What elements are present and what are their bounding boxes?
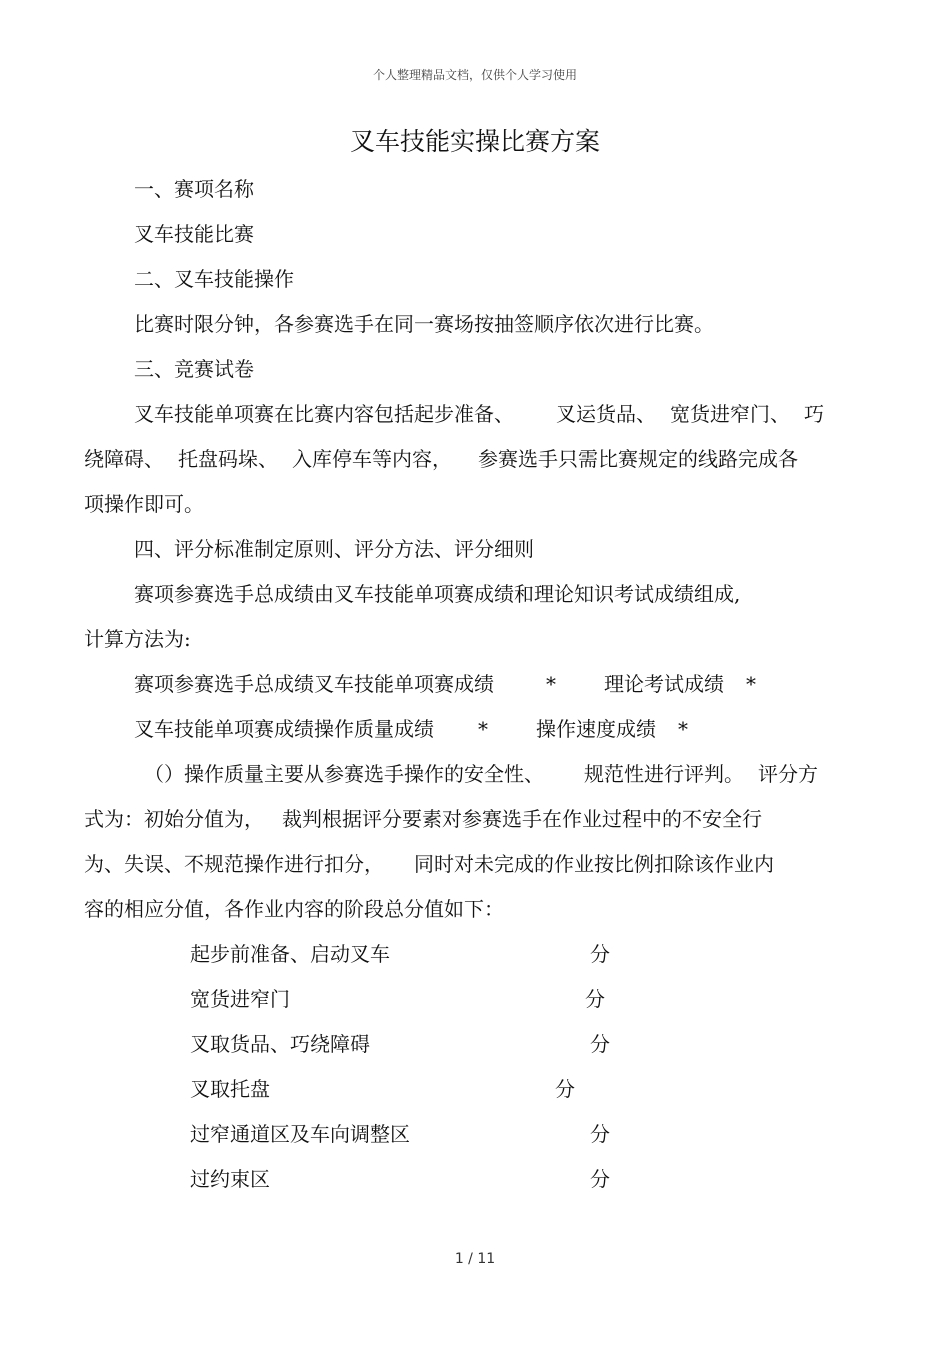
section-1-heading: 一、赛项名称 [134,177,254,201]
multiply-sign: * [546,672,556,696]
text-segment: 入库停车等内容， [292,447,452,471]
text-segment: 为、失误、不规范操作进行扣分， [84,852,384,876]
paragraph-line-1 [144,760,818,788]
text-segment: 叉车技能单项赛成绩操作质量成绩 [134,717,434,741]
paragraph-line-3 [84,850,774,878]
text-segment: 规范性进行评判。 [584,762,744,786]
multiply-sign: * [746,672,756,696]
score-item-name: 叉取货品、巧绕障碍 [190,1032,370,1056]
score-item-name: 宽货进窄门 [190,987,290,1011]
score-item-unit: 分 [555,1077,575,1101]
section-2-heading: 二、叉车技能操作 [134,267,294,291]
text-segment: 式为：初始分值为， [84,807,264,831]
section-1-body: 叉车技能比赛 [134,222,254,246]
score-item-name: 起步前准备、启动叉车 [190,942,390,966]
page-header: 个人整理精品文档，仅供个人学习使用 [372,68,577,82]
score-item-unit: 分 [590,1032,610,1056]
section-4-body-line-1: 赛项参赛选手总成绩由叉车技能单项赛成绩和理论知识考试成绩组成, [134,582,741,606]
text-segment: 参赛选手只需比赛规定的线路完成各 [478,447,798,471]
score-item-unit: 分 [585,987,605,1011]
section-4-heading: 四、评分标准制定原则、评分方法、评分细则 [134,537,534,561]
formula-skill-score [134,715,688,743]
score-item-name: 叉取托盘 [190,1077,270,1101]
paragraph-line-4: 容的相应分值，各作业内容的阶段总分值如下： [84,897,504,921]
score-item-unit: 分 [590,942,610,966]
section-4-body-line-2: 计算方法为: [84,627,191,651]
text-segment: 裁判根据评分要素对参赛选手在作业过程中的不安全行 [282,807,762,831]
multiply-sign: * [678,717,688,741]
score-item-unit: 分 [590,1167,610,1191]
score-item-name: 过约束区 [190,1167,270,1191]
text-segment: 同时对未完成的作业按比例扣除该作业内 [414,852,774,876]
page-number: 1 / 11 [454,1251,496,1267]
score-item-name: 过窄通道区及车向调整区 [190,1122,410,1146]
paragraph-line-2 [84,805,762,833]
text-segment: 操作速度成绩 [536,717,656,741]
text-segment: 评分方 [758,762,818,786]
section-3-body-line-1 [134,400,824,428]
text-segment: 叉车技能单项赛在比赛内容包括起步准备、 [134,402,514,426]
text-segment: 赛项参赛选手总成绩叉车技能单项赛成绩 [134,672,494,696]
text-segment: 巧 [804,402,824,426]
text-segment: 理论考试成绩 [604,672,724,696]
multiply-sign: * [478,717,488,741]
text-segment: 叉运货品、 [556,402,656,426]
text-segment: 托盘码垛、 [178,447,278,471]
section-3-body-line-3: 项操作即可。 [84,492,204,516]
text-segment: （）操作质量主要从参赛选手操作的安全性、 [144,762,544,786]
section-3-body-line-2 [84,445,798,473]
score-item-unit: 分 [590,1122,610,1146]
section-2-body: 比赛时限分钟，各参赛选手在同一赛场按抽签顺序依次进行比赛。 [134,312,714,336]
document-title: 叉车技能实操比赛方案 [349,127,600,156]
formula-total-score [134,670,756,698]
text-segment: 绕障碍、 [84,447,164,471]
text-segment: 宽货进窄门、 [670,402,790,426]
section-3-heading: 三、竞赛试卷 [134,357,254,381]
